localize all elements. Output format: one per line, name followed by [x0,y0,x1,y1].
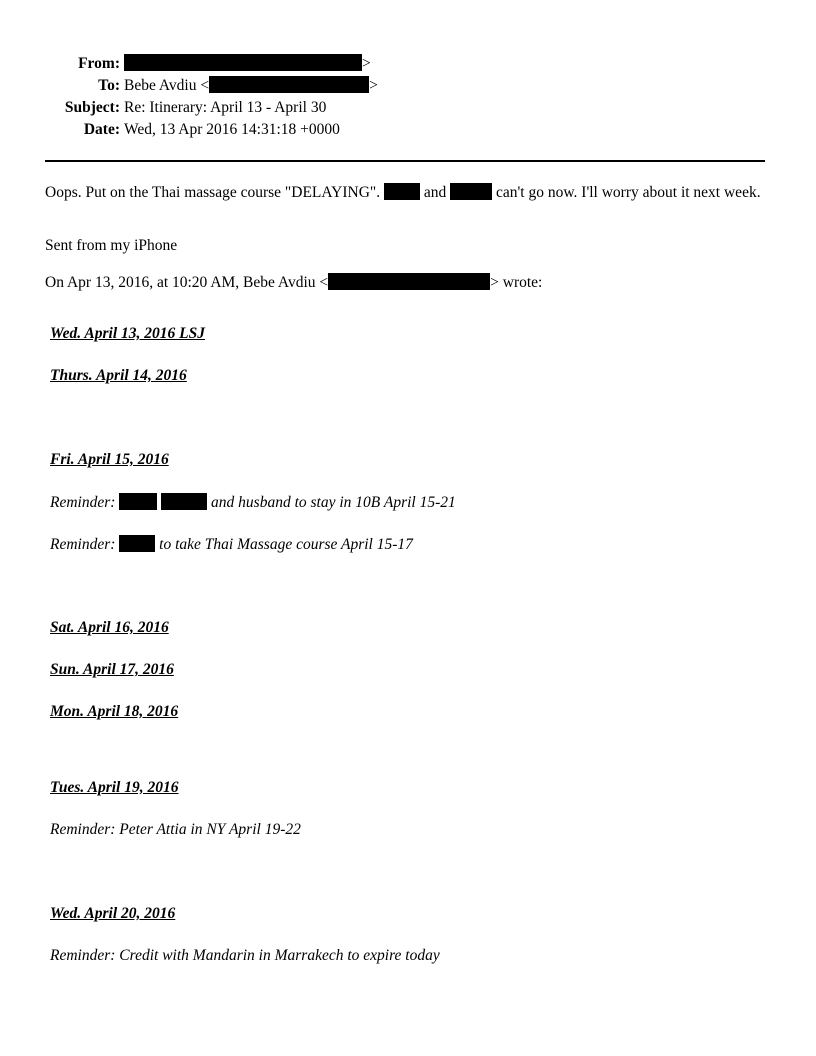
reminder: Reminder: Peter Attia in NY April 19-22 [50,821,301,838]
day-heading: Mon. April 18, 2016 [50,703,179,720]
day-heading: Sat. April 16, 2016 [50,619,169,636]
date-value: Wed, 13 Apr 2016 14:31:18 +0000 [124,121,340,138]
redaction-block [119,535,155,552]
quote-attribution [45,273,765,292]
subject-value: Re: Itinerary: April 13 - April 30 [124,99,327,116]
to-label: To: [98,77,120,94]
subject-label: Subject: [64,99,120,116]
redaction-block [124,54,362,71]
reminder-suffix: to take Thai Massage course April 15-17 [155,536,413,553]
message-text-part2: can't go now. I'll worry about it next week. [492,184,761,201]
to-value [124,75,378,97]
redaction-block [161,493,207,510]
day-heading: Sun. April 17, 2016 [50,661,174,678]
day-heading: Tues. April 19, 2016 [50,779,179,796]
to-name: Bebe Avdiu < [124,77,210,94]
message-body [45,183,765,202]
day-heading: Wed. April 20, 2016 [50,905,176,922]
day-heading: Thurs. April 14, 2016 [50,367,187,384]
date-label: Date: [83,121,120,138]
signature: Sent from my iPhone [45,237,178,254]
reminder: Reminder: Credit with Mandarin in Marrakech to expire today [50,947,440,964]
date-row [0,119,816,141]
redaction-block [384,183,420,200]
subject-row [0,97,816,119]
reminder [50,493,456,512]
day-heading: Fri. April 15, 2016 [50,451,169,468]
header-divider [45,160,765,162]
quote-prefix: On Apr 13, 2016, at 10:20 AM, Bebe Avdiu < [45,274,329,291]
from-value [124,53,371,75]
email-header [0,53,816,141]
from-row [0,53,816,75]
redaction-block [119,493,157,510]
message-text-part1: Oops. Put on the Thai massage course "DELAYING". [45,184,384,201]
from-suffix: > [362,55,371,72]
reminder [50,535,413,554]
reminder-prefix: Reminder: [50,536,120,553]
reminder-suffix: and husband to stay in 10B April 15-21 [207,494,456,511]
reminder-prefix: Reminder: [50,494,120,511]
to-row [0,75,816,97]
message-text-and: and [419,184,451,201]
redaction-block [209,76,369,93]
redaction-block [450,183,492,200]
from-label: From: [78,55,120,72]
day-heading: Wed. April 13, 2016 LSJ [50,325,206,342]
to-suffix: > [369,77,378,94]
quote-suffix: > wrote: [490,274,543,291]
redaction-block [328,273,490,290]
